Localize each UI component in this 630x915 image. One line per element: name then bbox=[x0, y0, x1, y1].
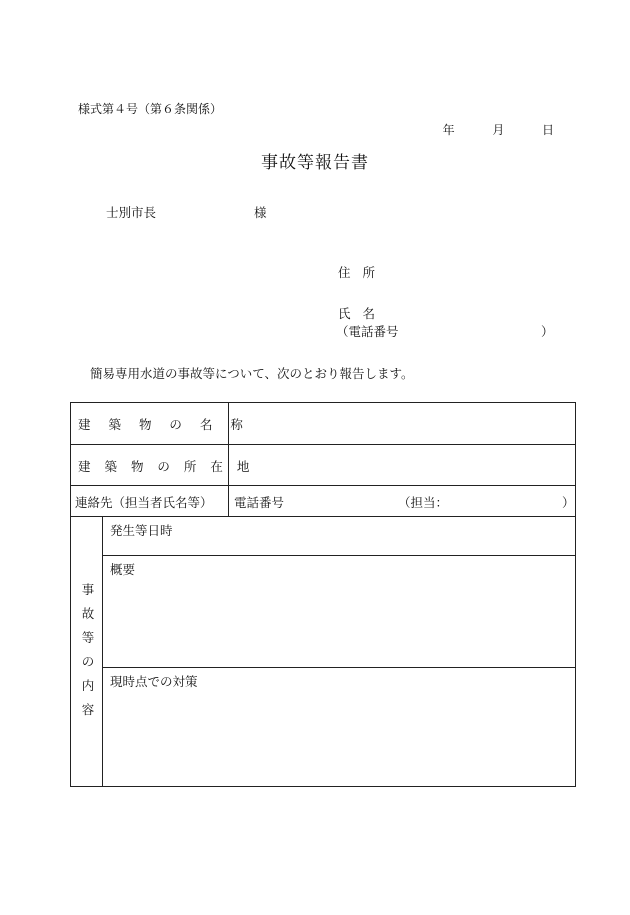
contact-person-label: （担当： bbox=[398, 495, 449, 510]
intro-text: 簡易専用水道の事故等について、次のとおり報告します。 bbox=[90, 366, 414, 381]
date-line bbox=[443, 121, 554, 138]
address-label: 住 所 bbox=[338, 265, 379, 280]
building-name-field[interactable] bbox=[229, 403, 575, 444]
applicant-phone-close: ） bbox=[541, 324, 554, 339]
building-location-label: 建 築 物 の 所 在 地 bbox=[78, 459, 255, 474]
row-divider bbox=[70, 485, 576, 486]
summary-label: 概要 bbox=[110, 562, 136, 577]
countermeasures-label: 現時点での対策 bbox=[110, 674, 198, 689]
form-number: 様式第４号（第６条関係） bbox=[78, 102, 223, 116]
summary-field[interactable] bbox=[103, 556, 575, 667]
date-year-label: 年 bbox=[442, 123, 455, 137]
date-day-label: 日 bbox=[541, 123, 554, 137]
applicant-phone-label: （電話番号 bbox=[336, 324, 399, 339]
contact-person-close: ） bbox=[562, 495, 575, 510]
incident-section-label: 事 故 等 の 内 容 bbox=[81, 582, 95, 717]
table-border-left bbox=[70, 402, 71, 787]
date-month-label: 月 bbox=[492, 123, 505, 137]
name-label: 氏 名 bbox=[338, 306, 379, 321]
table-border-bottom bbox=[70, 786, 576, 787]
page-title: 事故等報告書 bbox=[261, 153, 369, 173]
table-border-right bbox=[575, 402, 576, 787]
contact-phone-label: 電話番号 bbox=[234, 495, 285, 510]
occurrence-datetime-label: 発生等日時 bbox=[110, 523, 173, 538]
building-location-field[interactable] bbox=[229, 445, 575, 485]
contact-label: 連絡先（担当者氏名等） bbox=[75, 495, 213, 510]
addressee: 士別市長 bbox=[106, 205, 157, 220]
occurrence-datetime-field[interactable] bbox=[103, 517, 575, 555]
building-name-label: 建 築 物 の 名 称 bbox=[78, 417, 250, 432]
countermeasures-field[interactable] bbox=[103, 668, 575, 786]
honorific: 様 bbox=[254, 205, 267, 220]
